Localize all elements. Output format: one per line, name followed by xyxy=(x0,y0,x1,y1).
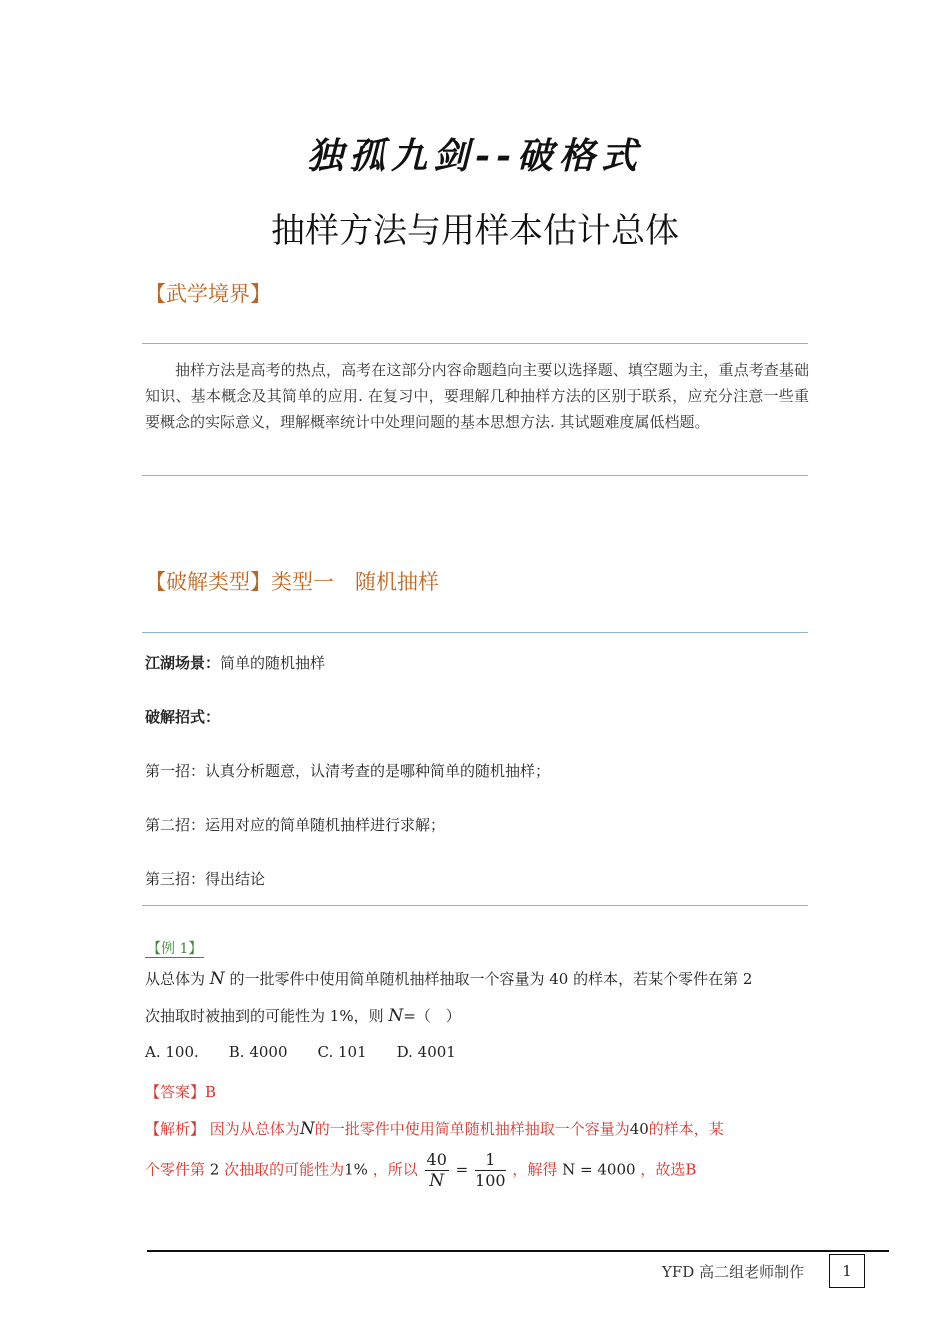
fraction-40-over-n: $\frac{40}{N}$ xyxy=(426,1150,447,1191)
fraction-1-over-100: $\frac{1}{100}$ xyxy=(475,1150,506,1190)
analysis-line-2: 个零件第 2 次抽取的可能性为1% ，所以 $\frac{40}{N}$ = $\frac{1}{100}$ ，解得 N = 4000 ，故选B xyxy=(145,1150,697,1191)
method-label: 破解招式： xyxy=(145,708,221,726)
section-heading-realm: 【武学境界】 xyxy=(145,282,271,306)
analysis-label: 【解析】 xyxy=(145,1120,206,1138)
divider xyxy=(142,905,808,906)
options-line xyxy=(145,1043,486,1061)
example-tag: 【例 1】 xyxy=(147,941,203,957)
footer-rule xyxy=(147,1250,889,1252)
calligraphy-title: 独孤九剑--破格式 xyxy=(307,135,643,177)
scene-text: 简单的随机抽样 xyxy=(220,654,326,672)
footer-credit: YFD 高二组老师制作 xyxy=(662,1263,805,1281)
step-3: 第三招：得出结论 xyxy=(145,870,266,888)
step-2: 第二招：运用对应的简单随机抽样进行求解； xyxy=(145,816,446,834)
divider xyxy=(142,343,808,344)
answer-line xyxy=(145,1081,216,1102)
step-1: 第一招：认真分析题意，认清考查的是哪种简单的随机抽样； xyxy=(145,762,551,780)
page-title: 抽样方法与用样本估计总体 xyxy=(271,211,679,251)
option-c: C. 101 xyxy=(317,1043,367,1061)
analysis-line-1: 【解析】 因为从总体为N的一批零件中使用简单随机抽样抽取一个容量为40的样本，某 xyxy=(145,1119,724,1139)
answer-label: 【答案】 xyxy=(145,1083,206,1101)
answer-value: B xyxy=(205,1083,217,1101)
scene-line xyxy=(145,652,325,673)
scene-label: 江湖场景： xyxy=(145,654,221,672)
question-line-2: 次抽取时被抽到的可能性为 1%，则 N=（ ） xyxy=(145,1006,461,1026)
page-number: 1 xyxy=(829,1254,865,1288)
option-d: D. 4001 xyxy=(396,1043,456,1061)
option-b: B. 4000 xyxy=(228,1043,288,1061)
divider xyxy=(142,632,808,633)
question-line-1: 从总体为 N 的一批零件中使用简单随机抽样抽取一个容量为 40 的样本，若某个零件在第 2 xyxy=(145,969,753,989)
option-a: A. 100. xyxy=(145,1043,199,1061)
divider xyxy=(142,475,808,476)
example-tag-line xyxy=(145,938,204,958)
intro-paragraph: 抽样方法是高考的热点，高考在这部分内容命题趋向主要以选择题、填空题为主，重点考查基础知识、基本概念及其简单的应用. 在复习中，要理解几种抽样方法的区别于联系，应充分注意一些重要概念的实际意义，理解概率统计中处理问题的基本思想方法. 其试题难度属低档题。 xyxy=(145,361,809,431)
section-heading-type1: 【破解类型】类型一 随机抽样 xyxy=(145,570,439,594)
